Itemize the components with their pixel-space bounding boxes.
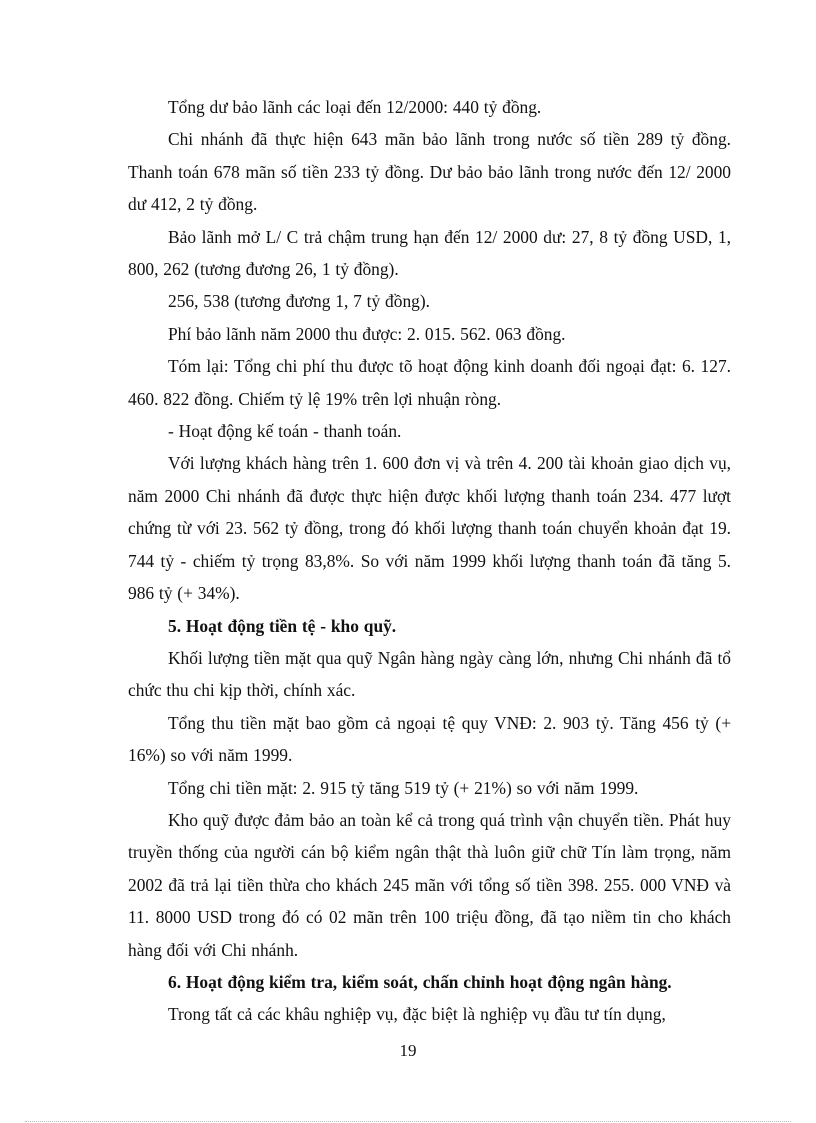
paragraph-lc-guarantees: Bảo lãnh mở L/ C trả chậm trung hạn đến 12/ 2000 dư: 27, 8 tỷ đồng USD, 1, 800, 262 (tương đương 26, 1 tỷ đồng). bbox=[128, 226, 731, 280]
paragraph-accounting-heading: - Hoạt động kế toán - thanh toán. bbox=[168, 421, 402, 442]
paragraph-cash-receipts: Tổng thu tiền mặt bao gồm cả ngoại tệ quy VNĐ: 2. 903 tỷ. Tăng 456 tỷ (+ 16%) so với năm 1999. bbox=[128, 712, 731, 766]
paragraph-payment-volume: Với lượng khách hàng trên 1. 600 đơn vị và trên 4. 200 tài khoản giao dịch vụ, năm 2000 Chi nhánh đã được thực hiện được khối lượng thanh toán 234. 477 lượt chứng từ với 23. 562 tỷ đồng, trong đó khối lượng thanh toán chuyển khoản đạt 19. 744 tỷ - chiếm tỷ trọng 83,8%. So với năm 1999 khối lượng thanh toán đã tăng 5. 986 tỷ (+ 34%). bbox=[128, 453, 731, 604]
section-heading-6: 6. Hoạt động kiểm tra, kiểm soát, chấn chỉnh hoạt động ngân hàng. bbox=[168, 971, 672, 992]
page-number: 19 bbox=[399, 1041, 417, 1060]
footer-divider bbox=[25, 1121, 791, 1122]
document-body bbox=[128, 91, 731, 1031]
paragraph-cash-volume: Khối lượng tiền mặt qua quỹ Ngân hàng ngày càng lớn, nhưng Chi nhánh đã tổ chức thu chi kịp thời, chính xác. bbox=[128, 647, 731, 701]
section-heading-5: 5. Hoạt động tiền tệ - kho quỹ. bbox=[168, 615, 397, 636]
paragraph-guarantee-balance: Tổng dư bảo lãnh các loại đến 12/2000: 440 tỷ đồng. bbox=[168, 97, 542, 117]
paragraph-equivalent-amount: 256, 538 (tương đương 1, 7 tỷ đồng). bbox=[168, 291, 430, 312]
paragraph-guarantee-fee: Phí bảo lãnh năm 2000 thu được: 2. 015. 562. 063 đồng. bbox=[168, 323, 566, 344]
paragraph-vault-safety: Kho quỹ được đảm bảo an toàn kể cả trong quá trình vận chuyển tiền. Phát huy truyền thống của người cán bộ kiểm ngân thật thà luôn giữ chữ Tín làm trọng, năm 2002 đã trả lại tiền thừa cho khách 245 mãn với tổng số tiền 398. 255. 000 VNĐ và 11. 8000 USD trong đó có 02 mãn trên 100 triệu đồng, đã tạo niềm tin cho khách hàng đối với Chi nhánh. bbox=[128, 809, 731, 960]
paragraph-inspection: Trong tất cả các khâu nghiệp vụ, đặc biệt là nghiệp vụ đầu tư tín dụng, bbox=[168, 1004, 666, 1025]
paragraph-domestic-guarantees: Chi nhánh đã thực hiện 643 mãn bảo lãnh trong nước số tiền 289 tỷ đồng. Thanh toán 678 mãn số tiền 233 tỷ đồng. Dư bảo bảo lãnh trong nước đến 12/ 2000 dư 412, 2 tỷ đồng. bbox=[128, 129, 731, 215]
paragraph-summary: Tóm lại: Tổng chi phí thu được tõ hoạt động kinh doanh đối ngoại đạt: 6. 127. 460. 822 đồng. Chiếm tỷ lệ 19% trên lợi nhuận ròng. bbox=[128, 356, 731, 409]
paragraph-cash-payments: Tổng chi tiền mặt: 2. 915 tỷ tăng 519 tỷ (+ 21%) so với năm 1999. bbox=[168, 777, 639, 798]
